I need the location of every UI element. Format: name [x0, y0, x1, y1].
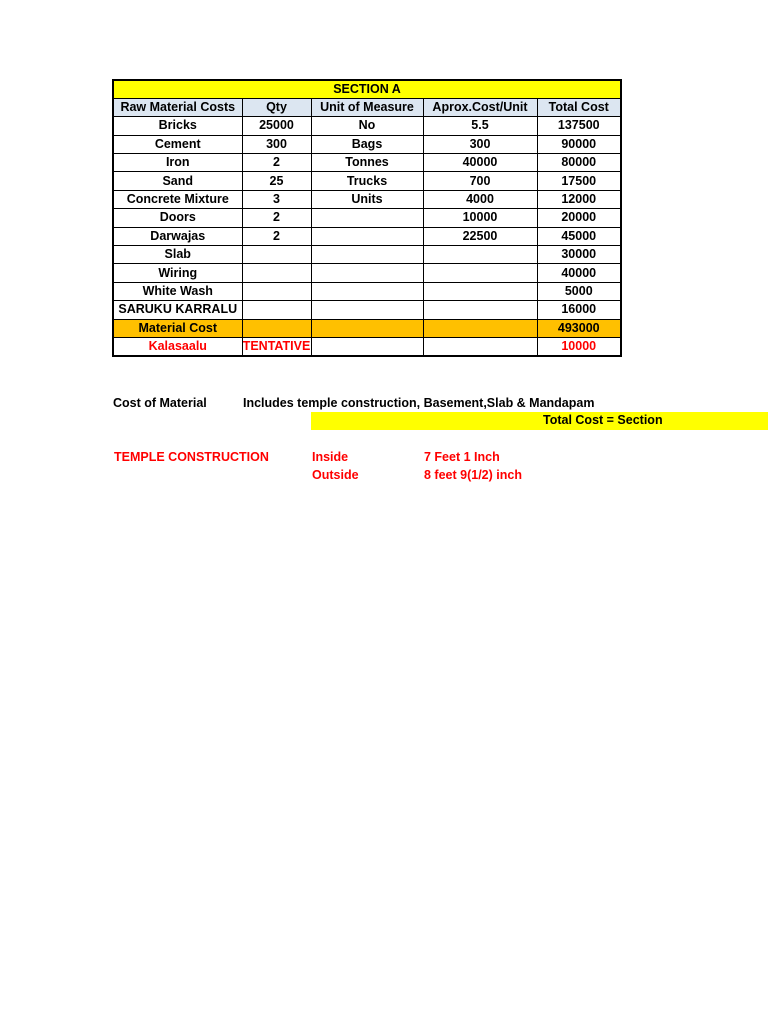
empty-cell: [423, 337, 537, 355]
total-cost-section-label: Total Cost = Section: [543, 413, 663, 427]
cell-unit: [311, 264, 423, 282]
cell-qty: [242, 246, 311, 264]
cell-cost-per-unit: 5.5: [423, 117, 537, 135]
tentative-note: TENTATIVE: [242, 337, 311, 355]
cell-cost-per-unit: [423, 246, 537, 264]
table-row: [113, 246, 621, 264]
header-total-cost: Total Cost: [537, 98, 621, 116]
cell-unit: Tonnes: [311, 154, 423, 172]
cell-total: 30000: [537, 246, 621, 264]
cell-total: 80000: [537, 154, 621, 172]
cell-unit: No: [311, 117, 423, 135]
cell-qty: 25: [242, 172, 311, 190]
cell-total: 90000: [537, 135, 621, 153]
cell-total: 45000: [537, 227, 621, 245]
header-row: [113, 98, 621, 116]
table-row: [113, 282, 621, 300]
empty-cell: [311, 337, 423, 355]
cell-total: 40000: [537, 264, 621, 282]
cell-total: 137500: [537, 117, 621, 135]
cell-cost-per-unit: 300: [423, 135, 537, 153]
cell-qty: [242, 282, 311, 300]
cell-qty: 3: [242, 190, 311, 208]
outside-label: Outside: [312, 468, 359, 482]
material-cost-row: [113, 319, 621, 337]
cell-unit: Bags: [311, 135, 423, 153]
empty-cell: [242, 319, 311, 337]
cell-qty: 300: [242, 135, 311, 153]
tentative-label: Kalasaalu: [113, 337, 242, 355]
table-row: [113, 227, 621, 245]
cell-total: 12000: [537, 190, 621, 208]
table-row: [113, 209, 621, 227]
cell-material: Bricks: [113, 117, 242, 135]
cell-qty: 25000: [242, 117, 311, 135]
table-row: [113, 135, 621, 153]
table-row: [113, 172, 621, 190]
cell-total: 17500: [537, 172, 621, 190]
cell-cost-per-unit: [423, 301, 537, 319]
cell-material: Cement: [113, 135, 242, 153]
cell-cost-per-unit: [423, 282, 537, 300]
table-row: [113, 190, 621, 208]
cell-cost-per-unit: 40000: [423, 154, 537, 172]
section-title-row: [113, 80, 621, 98]
cell-material: SARUKU KARRALU: [113, 301, 242, 319]
cell-material: Wiring: [113, 264, 242, 282]
inside-value: 7 Feet 1 Inch: [424, 450, 500, 464]
header-qty: Qty: [242, 98, 311, 116]
cell-cost-per-unit: 10000: [423, 209, 537, 227]
tentative-value: 10000: [537, 337, 621, 355]
temple-construction-label: TEMPLE CONSTRUCTION: [114, 450, 269, 464]
cell-total: 16000: [537, 301, 621, 319]
cell-unit: [311, 301, 423, 319]
table-row: [113, 264, 621, 282]
cell-material: White Wash: [113, 282, 242, 300]
cell-material: Slab: [113, 246, 242, 264]
cell-unit: [311, 227, 423, 245]
cell-cost-per-unit: [423, 264, 537, 282]
empty-cell: [423, 319, 537, 337]
total-cost-section-band: [311, 412, 768, 430]
cell-qty: 2: [242, 154, 311, 172]
cell-unit: [311, 282, 423, 300]
cell-unit: Trucks: [311, 172, 423, 190]
cell-unit: [311, 209, 423, 227]
inside-label: Inside: [312, 450, 349, 464]
cell-unit: Units: [311, 190, 423, 208]
table-row: [113, 154, 621, 172]
cell-material: Doors: [113, 209, 242, 227]
table-row: [113, 301, 621, 319]
cell-qty: 2: [242, 227, 311, 245]
cost-of-material-label: Cost of Material: [113, 396, 207, 410]
cell-qty: 2: [242, 209, 311, 227]
tentative-row: [113, 337, 621, 355]
material-cost-table: [112, 79, 622, 357]
cell-material: Concrete Mixture: [113, 190, 242, 208]
material-cost-label: Material Cost: [113, 319, 242, 337]
cell-cost-per-unit: 700: [423, 172, 537, 190]
cell-qty: [242, 301, 311, 319]
cell-material: Iron: [113, 154, 242, 172]
header-unit: Unit of Measure: [311, 98, 423, 116]
material-cost-value: 493000: [537, 319, 621, 337]
section-title: SECTION A: [113, 80, 621, 98]
cell-cost-per-unit: 22500: [423, 227, 537, 245]
cell-material: Darwajas: [113, 227, 242, 245]
cell-unit: [311, 246, 423, 264]
cost-of-material-description: Includes temple construction, Basement,Slab & Mandapam: [243, 396, 595, 410]
outside-value: 8 feet 9(1/2) inch: [424, 468, 522, 482]
table-row: [113, 117, 621, 135]
cell-material: Sand: [113, 172, 242, 190]
cell-total: 20000: [537, 209, 621, 227]
cell-cost-per-unit: 4000: [423, 190, 537, 208]
cell-total: 5000: [537, 282, 621, 300]
empty-cell: [311, 319, 423, 337]
header-raw-material: Raw Material Costs: [113, 98, 242, 116]
header-cost-per-unit: Aprox.Cost/Unit: [423, 98, 537, 116]
cell-qty: [242, 264, 311, 282]
